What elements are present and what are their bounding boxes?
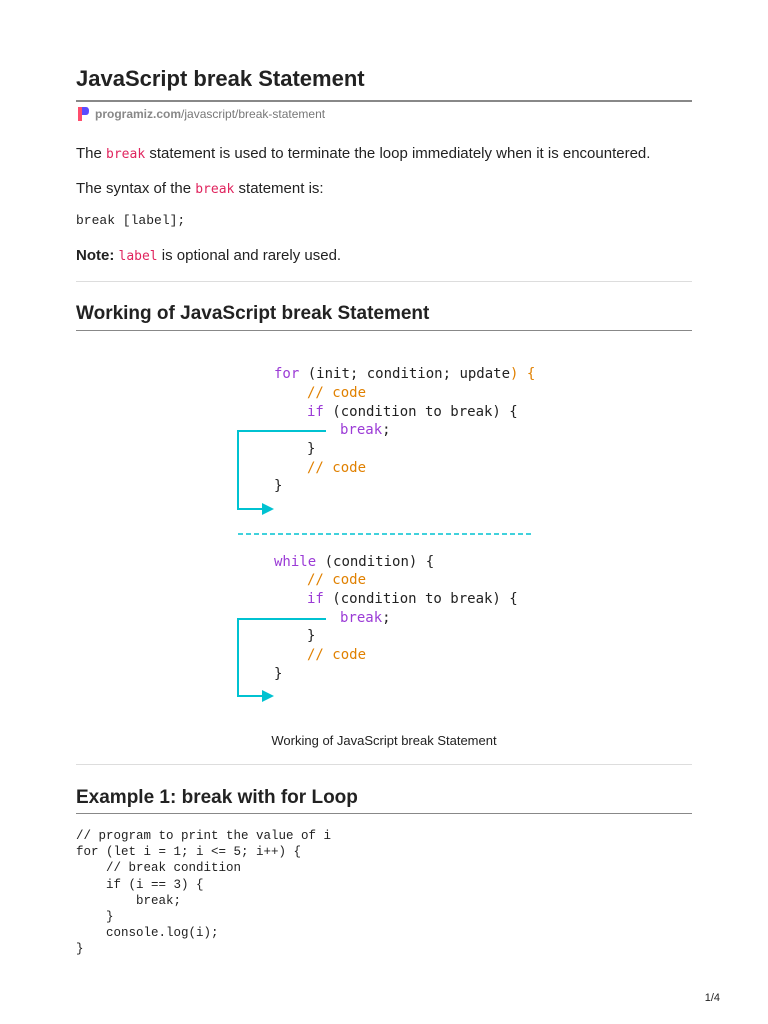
for-arrow-head-icon — [262, 503, 274, 515]
while-close-if: } — [307, 628, 316, 644]
while-comment-1: // code — [307, 572, 367, 588]
inline-code-break: break — [106, 147, 146, 162]
intro-paragraph-1: The break statement is used to terminate the loop immediately when it is encountered. — [76, 145, 651, 162]
diagram-caption: Working of JavaScript break Statement — [271, 733, 497, 748]
section-divider-2 — [76, 764, 692, 765]
break-diagram — [76, 350, 692, 720]
section-heading-example1: Example 1: break with for Loop — [76, 787, 358, 808]
for-if-line: if (condition to break) { — [307, 404, 518, 420]
title-divider — [76, 100, 692, 102]
for-close: } — [274, 478, 283, 494]
example-code-block: // program to print the value of i for (let i = 1; i <= 5; i++) { // break condition if (i == 3) { break; } console.log(i); } — [76, 829, 332, 957]
note-label: Note: — [76, 247, 115, 264]
section-heading-working: Working of JavaScript break Statement — [76, 303, 430, 324]
source-domain: programiz.com — [95, 107, 182, 121]
inline-code-break-2: break — [195, 182, 235, 197]
while-if-line: if (condition to break) { — [307, 591, 518, 607]
for-line: for (init; condition; update) { — [274, 366, 536, 382]
for-close-if: } — [307, 441, 316, 457]
syntax-code: break [label]; — [76, 213, 186, 228]
while-arrow-head-icon — [262, 690, 274, 702]
while-break-arrow — [238, 619, 326, 696]
section-heading-divider — [76, 330, 692, 331]
example-heading-divider — [76, 813, 692, 814]
note-paragraph: Note: label is optional and rarely used. — [76, 247, 342, 264]
intro-paragraph-2: The syntax of the break statement is: — [76, 180, 324, 197]
page-number: 1/4 — [704, 992, 720, 1004]
source-path: /javascript/break-statement — [181, 107, 326, 121]
while-line: while (condition) { — [274, 554, 435, 570]
while-comment-2: // code — [307, 647, 367, 663]
for-break-arrow — [238, 431, 326, 509]
inline-code-label: label — [118, 249, 158, 264]
for-comment-2: // code — [307, 460, 367, 476]
while-close: } — [274, 666, 283, 682]
diagram-arrows — [76, 350, 692, 720]
for-comment-1: // code — [307, 385, 367, 401]
section-divider — [76, 281, 692, 282]
for-break-line: break; — [340, 422, 391, 438]
programiz-logo-icon — [76, 106, 90, 122]
while-break-line: break; — [340, 610, 391, 626]
source-link[interactable] — [76, 106, 325, 122]
page-title: JavaScript break Statement — [76, 66, 365, 91]
